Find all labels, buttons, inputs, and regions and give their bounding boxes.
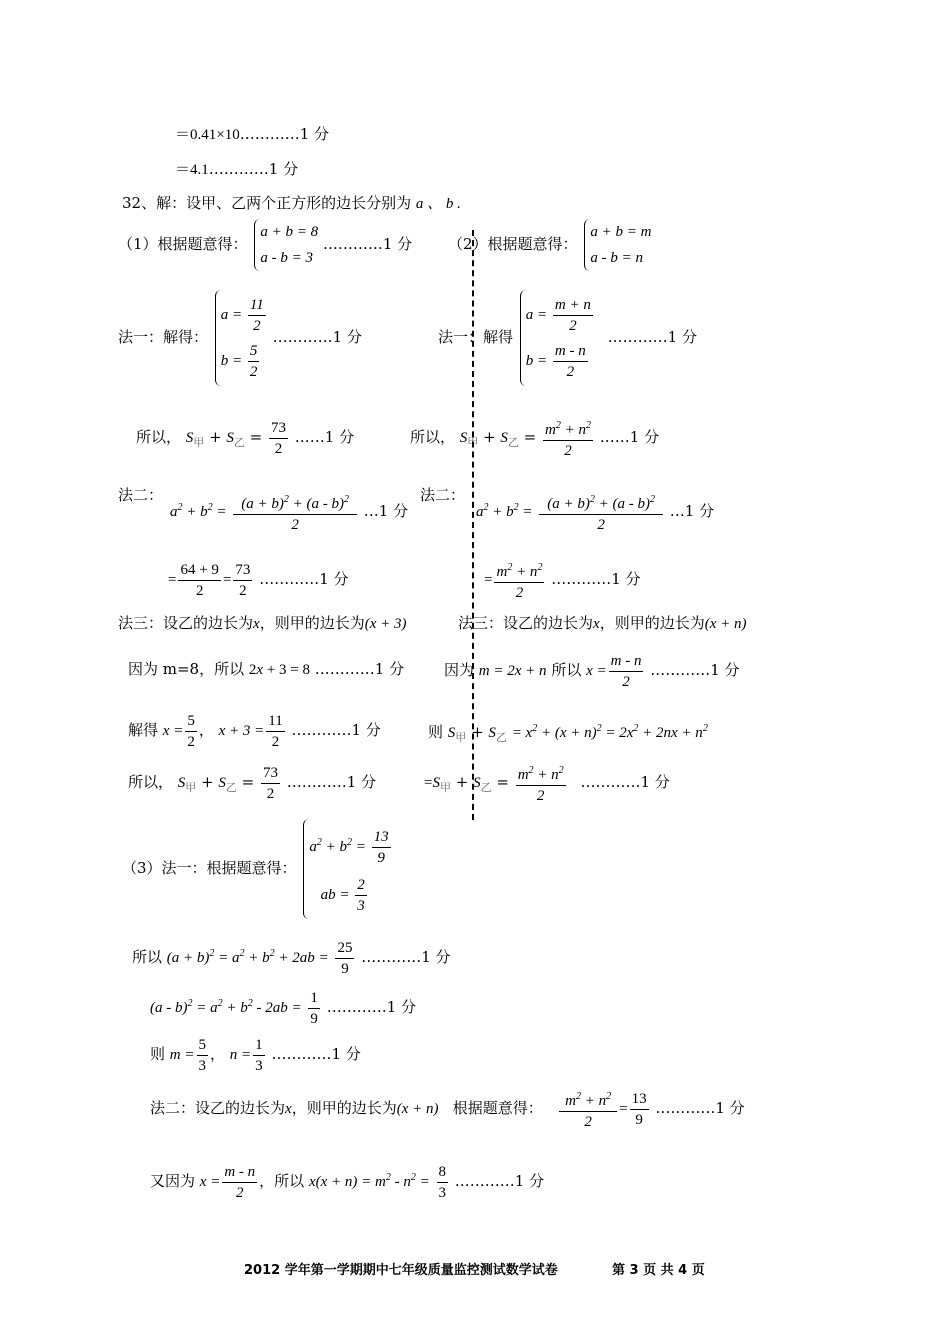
- system-brace: a + b = m a - b = n: [584, 219, 651, 271]
- footer-page-number: 第 3 页 共 4 页: [612, 1263, 705, 1278]
- then-right: 则 $S_甲 + S_乙 = x^2 + (x + n)^2 = 2x^2 + 2nx + n^2$: [428, 723, 708, 744]
- solve-left: 解得 x = $\frac{5}{2}$ ， x + 3 = $\frac{11}{2}$ …………1 分: [128, 712, 381, 750]
- part-2-setup: （2）根据题意得： a + b = m a - b = n: [448, 218, 651, 271]
- method-1-right: 法一：解得 a = $\frac{m + n}{2}$ b = $\frac{m - n}{2}$ …………1 分: [438, 290, 697, 386]
- method-3-right: 法三：设乙的边长为x，则甲的边长为(x + n): [458, 614, 747, 632]
- square-diff: $(a - b)^2 = a^2 + b^2 - 2ab$ = $\frac{1}{9}$ …………1 分: [150, 989, 416, 1027]
- so-left: 所以， $S_甲 + S_乙$ = $\frac{73}{2}$ …………1 分: [128, 764, 377, 802]
- column-divider: [472, 230, 474, 820]
- footer-title: 2012 学年第一学期期中七年级质量监控测试数学试卷: [244, 1263, 558, 1278]
- because-right: 因为 m = 2x + n 所以 x = $\frac{m - n}{2}$ …………1 分: [444, 652, 740, 690]
- so-right: $=S_甲 + S_乙$ = $\frac{m^2 + n^2}{2}$ …………1 分: [424, 760, 670, 810]
- method-2-left-result: = $\frac{64 + 9}{2}$ = $\frac{73}{2}$ …………1 分: [168, 561, 349, 599]
- line-2: ＝4.1…………1 分: [175, 160, 299, 178]
- part-1-setup: （1）根据题意得： a + b = 8 a - b = 3 …………1 分: [118, 218, 412, 271]
- method-3-left: 法三：设乙的边长为x，则甲的边长为(x + 3): [118, 614, 407, 632]
- part-3-setup: （3）法一：根据题意得： $a^2 + b^2$ = $\frac{13}{9}$ ab = $\frac{2}{3}$: [122, 818, 393, 919]
- system-brace: a + b = 8 a - b = 3: [254, 219, 318, 271]
- question-32: 32、解：设甲、乙两个正方形的边长分别为 a 、 b .: [122, 194, 461, 212]
- solution-brace: a = $\frac{11}{2}$ b = $\frac{5}{2}$: [215, 290, 268, 386]
- method-2-left: $a^2 + b^2$ = $\frac{(a + b)^2 + (a - b)^2}{2}$ …1 分: [170, 486, 408, 535]
- also-because: 又因为 x = $\frac{m - n}{2}$ ，所以 $x(x + n) = m^2 - n^2$ = $\frac{8}{3}$ …………1 分: [150, 1163, 545, 1201]
- method-2-part-3: 法二：设乙的边长为x，则甲的边长为(x + n) 根据题意得： $\frac{m^2 + n^2}{2}$ = $\frac{13}{9}$ …………1 分: [150, 1086, 745, 1132]
- square-sum: 所以 $(a + b)^2 = a^2 + b^2 + 2ab$ = $\frac{25}{9}$ …………1 分: [132, 939, 451, 977]
- area-sum-left: 所以， $S_甲 + S_乙$ = $\frac{73}{2}$ ……1 分: [136, 419, 355, 457]
- method-2-right-result: = $\frac{m^2 + n^2}{2}$ …………1 分: [484, 557, 641, 603]
- system-brace: $a^2 + b^2$ = $\frac{13}{9}$ ab = $\frac{2}{3}$: [303, 819, 392, 919]
- area-sum-right: 所以， $S_甲 + S_乙$ = $\frac{m^2 + n^2}{2}$ ……1 分: [410, 415, 659, 465]
- because-left: 因为 m=8，所以 2x + 3 = 8 …………1 分: [128, 660, 405, 678]
- line-1: ＝0.41×10…………1 分: [175, 125, 330, 143]
- then-mn: 则 m = $\frac{5}{3}$ ， n = $\frac{1}{3}$ …………1 分: [150, 1036, 361, 1074]
- solution-brace: a = $\frac{m + n}{2}$ b = $\frac{m - n}{2}$: [520, 290, 595, 386]
- method-1-left: 法一：解得： a = $\frac{11}{2}$ b = $\frac{5}{2}$ …………1 分: [118, 290, 362, 386]
- method-2-right-label: 法二：: [420, 486, 466, 504]
- method-2-left-label: 法二：: [118, 486, 164, 504]
- method-2-right: $a^2 + b^2$ = $\frac{(a + b)^2 + (a - b)^2}{2}$ …1 分: [476, 486, 714, 535]
